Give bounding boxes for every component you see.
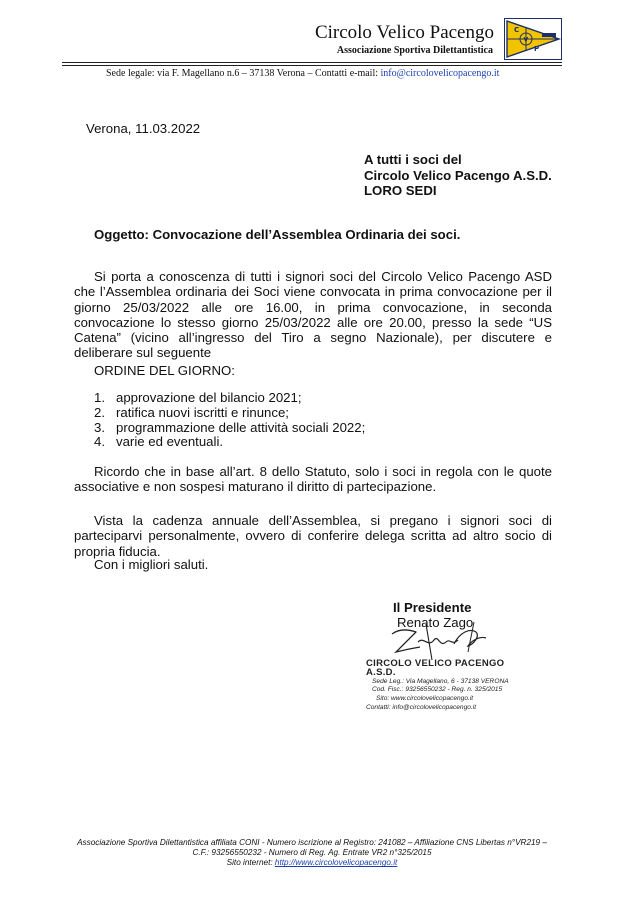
agenda-item	[94, 406, 365, 421]
footer-site-label: Sito internet:	[226, 858, 275, 868]
agenda-list	[94, 391, 365, 450]
svg-text:C: C	[514, 26, 520, 34]
svg-text:V: V	[523, 36, 529, 44]
recipient-line: Circolo Velico Pacengo A.S.D.	[364, 167, 552, 183]
paragraph-delegation: Vista la cadenza annuale dell’Assemblea, si pregano i signori soci di parteciparvi personalmente, ovvero di conferire delega scritta ad altro socio di propria fiducia.	[74, 513, 552, 559]
stamp-line: Contatti: info@circolovelicopacengo.it	[366, 703, 477, 711]
agenda-item	[94, 391, 365, 406]
email-link[interactable]: info@circolovelicopacengo.it	[380, 68, 500, 79]
handwritten-signature	[388, 618, 490, 662]
agenda-item-number: 4.	[94, 434, 105, 450]
address-text: Sede legale: via F. Magellano n.6 – 37138 Verona – Contatti e-mail:	[106, 68, 381, 79]
recipient-line: A tutti i soci del	[364, 152, 462, 167]
club-name: Circolo Velico Pacengo	[314, 22, 494, 43]
signer-title: Il Presidente	[393, 600, 472, 615]
letter-subject: Oggetto: Convocazione dell’Assemblea Ordinaria dei soci.	[94, 227, 461, 242]
website-link[interactable]: http://www.circolovelicopacengo.it	[274, 858, 398, 868]
agenda-title: ORDINE DEL GIORNO:	[94, 363, 235, 378]
club-burgee-logo	[504, 18, 562, 60]
agenda-item-number: 1.	[94, 390, 105, 405]
closing-salutation: Con i migliori saluti.	[94, 557, 209, 572]
agenda-item-text: programmazione delle attività sociali 2022;	[116, 419, 366, 435]
agenda-item	[94, 421, 365, 436]
agenda-item-number: 3.	[94, 419, 105, 435]
agenda-item-text: approvazione del bilancio 2021;	[116, 390, 302, 405]
stamp-line: Cod. Fisc.: 93256550232 - Reg. n. 325/2015	[372, 686, 503, 694]
paragraph-convocation: Si porta a conoscenza di tutti i signori soci del Circolo Velico Pacengo ASD che l’Assemblea ordinaria dei Soci viene convocata in prima convocazione per il giorno 25/03/2022 alle ore 16.00, in prima convocazione, in seconda convocazione lo stesso giorno 25/03/2022 alle ore 20.00, presso la sede “US Catena” (vicino all’ingresso del Tiro a segno Nazionale), per discutere e deliberare sul seguente	[74, 269, 552, 361]
footer-line: C.F.: 93256550232 - Numero di Reg. Ag. Entrate VR2 n°325/2015	[192, 848, 432, 858]
association-stamp	[366, 660, 526, 713]
recipient-block	[364, 152, 552, 199]
stamp-line: Sito: www.circolovelicopacengo.it	[376, 695, 474, 703]
agenda-item-text: varie ed eventuali.	[116, 434, 224, 450]
header-rule-top	[62, 62, 562, 63]
header-rule-bottom	[62, 65, 562, 66]
stamp-line: Sede Leg.: Via Magellano, 6 - 37138 VERONA	[372, 677, 509, 685]
agenda-item-number: 2.	[94, 404, 105, 420]
legal-address	[106, 68, 499, 79]
stamp-title: CIRCOLO VELICO PACENGO A.S.D.	[366, 658, 505, 678]
agenda-item-text: ratifica nuovi iscritti e rinunce;	[116, 404, 289, 420]
club-subtitle: Associazione Sportiva Dilettantistica	[336, 45, 493, 56]
agenda-item	[94, 435, 365, 450]
letter-date: Verona, 11.03.2022	[86, 121, 201, 136]
recipient-line: LORO SEDI	[364, 183, 437, 198]
signer-name: Renato Zago	[397, 615, 474, 630]
footer	[62, 838, 562, 869]
footer-site-line	[62, 858, 562, 868]
paragraph-statute: Ricordo che in base all’art. 8 dello Statuto, solo i soci in regola con le quote associative e non sospesi maturano il diritto di partecipazione.	[74, 464, 552, 495]
footer-line: Associazione Sportiva Dilettantistica affiliata CONI - Numero iscrizione al Registro: 241082 – Affiliazione CNS Libertas n°VR219 –	[77, 838, 547, 847]
svg-text:P: P	[534, 45, 540, 53]
